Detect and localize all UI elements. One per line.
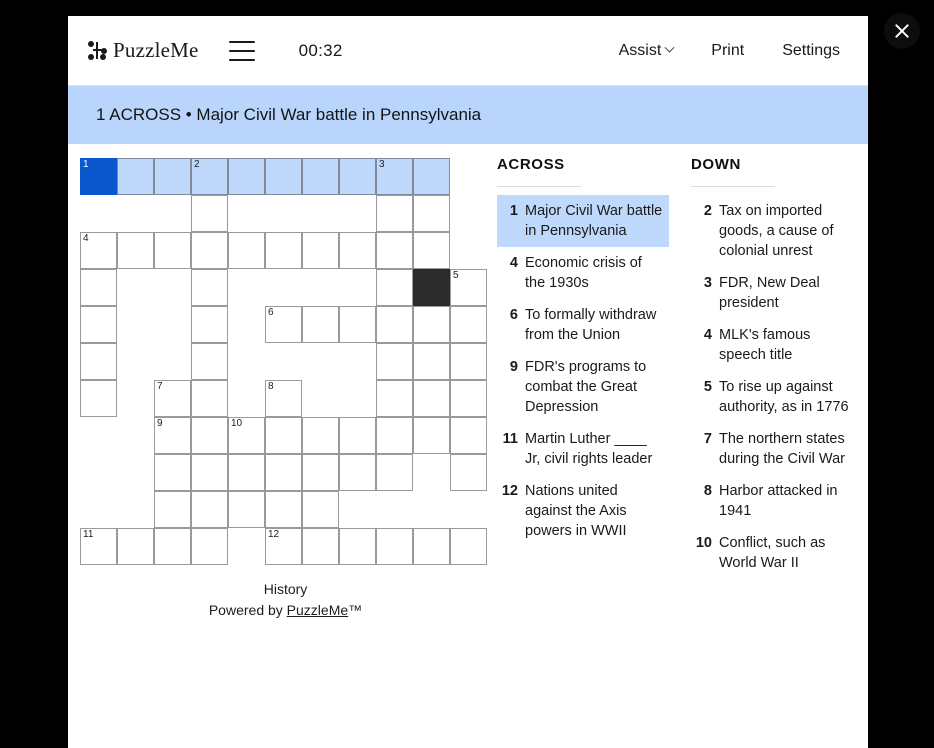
clue-number: 11 [502,431,518,447]
cell-number: 6 [268,307,274,318]
grid-cell[interactable] [450,528,487,565]
grid-cell[interactable] [191,306,228,343]
grid-cell[interactable] [80,380,117,417]
clue-number: 6 [509,307,518,323]
grid-cell[interactable] [376,158,413,195]
grid-cell[interactable] [413,343,450,380]
puzzleme-logo-icon [88,41,107,60]
grid-cell[interactable] [413,417,450,454]
backdrop-right [868,0,934,748]
timer-display[interactable]: 00:32 [298,40,343,60]
grid-cell[interactable] [80,528,117,565]
powered-by-line [80,600,491,621]
grid-cell[interactable] [376,306,413,343]
grid-cell[interactable] [265,491,302,528]
grid-cell[interactable] [228,454,265,491]
grid-cell[interactable] [450,417,487,454]
crossword-grid[interactable] [80,158,491,569]
clue-text: Harbor attacked in 1941 [719,483,838,519]
grid-block-cell [413,269,450,306]
grid-cell[interactable] [339,158,376,195]
grid-cell[interactable] [191,454,228,491]
grid-cell[interactable] [339,417,376,454]
grid-cell[interactable] [265,417,302,454]
clue-item-across-4[interactable] [497,247,669,299]
clue-item-across-12[interactable] [497,475,669,547]
header-actions [619,42,840,60]
down-heading: DOWN [691,156,741,173]
grid-cell[interactable] [450,269,487,306]
clue-number: 1 [509,203,518,219]
clue-number: 2 [703,203,712,219]
grid-cell[interactable] [413,306,450,343]
grid-cell[interactable] [80,269,117,306]
clue-item-across-11[interactable] [497,423,669,475]
grid-cell[interactable] [265,528,302,565]
grid-cell[interactable] [376,343,413,380]
cell-number: 5 [453,270,459,281]
grid-cell[interactable] [413,158,450,195]
grid-cell[interactable] [339,306,376,343]
clue-text: Conflict, such as World War II [719,535,826,571]
across-column [497,156,669,624]
down-heading-rule [691,186,775,187]
grid-cell[interactable] [376,269,413,306]
grid-cell[interactable] [191,528,228,565]
cell-number: 12 [268,529,280,540]
clue-item-across-6[interactable] [497,299,669,351]
grid-cell[interactable] [376,454,413,491]
clue-number: 9 [509,359,518,375]
clues-pane [491,144,868,624]
brand-name: PuzzleMe [113,38,199,62]
down-column [691,156,863,624]
cell-number: 4 [83,233,89,244]
grid-cell[interactable] [228,158,265,195]
down-clue-list [691,195,863,579]
puzzle-title: History [263,581,308,597]
grid-cell[interactable] [228,232,265,269]
backdrop-left [0,0,68,748]
clue-item-down-3[interactable] [691,267,863,319]
lower-empty-area [68,624,868,742]
clue-text: Nations united against the Axis powers in WWII [525,483,627,539]
grid-cell[interactable] [413,380,450,417]
grid-cell[interactable] [191,380,228,417]
grid-cell[interactable] [339,454,376,491]
clue-item-down-2[interactable] [691,195,863,267]
cell-number: 1 [83,159,89,170]
hamburger-icon[interactable] [229,41,255,61]
clue-text: MLK's famous speech title [719,327,811,363]
grid-cell[interactable] [265,306,302,343]
backdrop-top [68,0,868,16]
grid-cell[interactable] [450,454,487,491]
grid-cell[interactable] [117,232,154,269]
grid-cell[interactable] [376,417,413,454]
grid-cell[interactable] [450,343,487,380]
grid-pane [68,144,491,624]
cell-number: 2 [194,159,200,170]
clue-number: 12 [501,483,518,499]
grid-cell[interactable] [302,528,339,565]
grid-cell[interactable] [339,232,376,269]
across-heading-rule [497,186,581,187]
grid-cell[interactable] [191,195,228,232]
grid-cell[interactable] [154,491,191,528]
clue-number: 8 [703,483,712,499]
chevron-down-icon [665,43,675,53]
grid-cell[interactable] [413,528,450,565]
puzzle-content [68,144,868,624]
clue-number: 4 [703,327,712,343]
grid-cell[interactable] [339,528,376,565]
grid-cell[interactable] [302,454,339,491]
assist-button[interactable] [619,42,674,60]
clue-item-down-4[interactable] [691,319,863,371]
cell-number: 10 [231,418,243,429]
grid-cell[interactable] [117,158,154,195]
grid-cell[interactable] [376,195,413,232]
grid-cell[interactable] [413,195,450,232]
grid-cell[interactable] [191,158,228,195]
settings-button[interactable]: Settings [782,41,840,59]
grid-cell[interactable] [154,380,191,417]
current-clue-banner[interactable] [68,86,868,144]
grid-cell[interactable] [413,232,450,269]
grid-cell[interactable] [376,380,413,417]
clue-item-down-5[interactable] [691,371,863,423]
assist-label: Assist [618,41,662,59]
trademark-symbol: ™ [348,602,363,618]
current-clue-text: 1 ACROSS • Major Civil War battle in Pennsylvania [96,105,482,124]
clue-item-across-1[interactable] [497,195,669,247]
grid-cell[interactable] [80,158,117,195]
grid-cell[interactable] [228,417,265,454]
grid-cell[interactable] [154,232,191,269]
grid-cell[interactable] [376,528,413,565]
grid-cell[interactable] [80,306,117,343]
grid-cell[interactable] [450,306,487,343]
grid-cell[interactable] [302,417,339,454]
clue-text: FDR, New Deal president [719,275,820,311]
puzzle-window [68,16,868,748]
clue-number: 7 [703,431,712,447]
grid-cell[interactable] [302,232,339,269]
grid-cell[interactable] [191,417,228,454]
grid-cell[interactable] [117,528,154,565]
clue-item-down-7[interactable] [691,423,863,475]
clue-item-down-8[interactable] [691,475,863,527]
grid-cell[interactable] [154,417,191,454]
clue-number: 3 [703,275,712,291]
grid-cell[interactable] [80,232,117,269]
grid-cell[interactable] [265,380,302,417]
grid-cell[interactable] [302,158,339,195]
clue-text: Economic crisis of the 1930s [525,255,642,291]
grid-cell[interactable] [154,158,191,195]
grid-cell[interactable] [191,269,228,306]
across-clue-list [497,195,669,547]
print-button[interactable]: Print [711,41,745,59]
grid-cell[interactable] [265,454,302,491]
close-icon[interactable] [884,13,920,49]
grid-cell[interactable] [191,343,228,380]
clue-text: Tax on imported goods, a cause of colonial unrest [719,203,834,259]
cell-number: 3 [379,159,385,170]
grid-cell[interactable] [191,232,228,269]
grid-cell[interactable] [154,528,191,565]
grid-cell[interactable] [450,380,487,417]
grid-cell[interactable] [228,491,265,528]
cell-number: 7 [157,381,163,392]
clue-text: To formally withdraw from the Union [525,307,657,343]
puzzle-footer [80,579,491,621]
puzzleme-link[interactable]: PuzzleMe [286,602,349,618]
cell-number: 11 [83,529,94,540]
clue-text: Martin Luther ____ Jr, civil rights leader [525,431,653,467]
powered-by-prefix: Powered by [208,602,287,618]
clue-text: To rise up against authority, as in 1776 [719,379,849,415]
clue-text: The northern states during the Civil War [719,431,845,467]
clue-number: 10 [695,535,712,551]
clue-text: Major Civil War battle in Pennsylvania [525,203,663,239]
app-header [68,16,868,86]
grid-cell[interactable] [154,454,191,491]
across-heading: ACROSS [497,156,565,173]
grid-cell[interactable] [302,306,339,343]
grid-cell[interactable] [265,232,302,269]
grid-cell[interactable] [191,491,228,528]
grid-cell[interactable] [80,343,117,380]
clue-number: 4 [509,255,518,271]
grid-cell[interactable] [265,158,302,195]
cell-number: 9 [157,418,163,429]
grid-cell[interactable] [302,491,339,528]
clue-number: 5 [703,379,712,395]
clue-item-down-10[interactable] [691,527,863,579]
cell-number: 8 [268,381,274,392]
clue-item-across-9[interactable] [497,351,669,423]
brand-logo [88,38,199,63]
clue-text: FDR's programs to combat the Great Depression [525,359,647,415]
grid-cell[interactable] [376,232,413,269]
